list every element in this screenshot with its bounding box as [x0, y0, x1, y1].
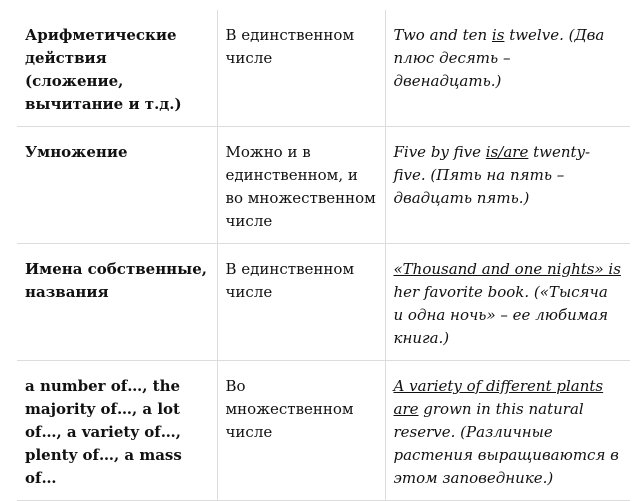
number-cell: Во множественном числе	[217, 361, 385, 501]
example-text-post: twelve. (Два плюс десять – двенадцать.)	[393, 26, 605, 90]
example-underlined: is	[491, 26, 505, 44]
example-text-post: grown in this natural reserve. (Различные растения выращиваются в этом заповеднике.)	[393, 400, 619, 487]
grammar-table	[17, 10, 630, 501]
category-cell: Имена собственные, названия	[17, 244, 217, 361]
category-cell: Умножение	[17, 127, 217, 244]
table-row	[17, 127, 630, 244]
example-text-post: her favorite book. («Тысяча и одна ночь» – ее любимая книга.)	[393, 283, 609, 347]
grammar-table-container	[17, 10, 630, 501]
example-underlined: «Thousand and one nights» is	[393, 260, 621, 278]
example-cell	[385, 10, 630, 127]
number-cell: В единственном числе	[217, 244, 385, 361]
example-text-pre: Two and ten	[393, 26, 492, 44]
number-cell: В единственном числе	[217, 10, 385, 127]
example-underlined: A variety of different plants are	[393, 377, 604, 418]
category-cell: Арифметические действия (сложение, вычитание и т.д.)	[17, 10, 217, 127]
table-row	[17, 10, 630, 127]
example-text-pre: Five by five	[393, 143, 486, 161]
number-cell: Можно и в единственном, и во множественном числе	[217, 127, 385, 244]
example-cell	[385, 127, 630, 244]
category-cell: a number of…, the majority of…, a lot of…, a variety of…, plenty of…, a mass of…	[17, 361, 217, 501]
table-row	[17, 244, 630, 361]
example-underlined: is/are	[485, 143, 529, 161]
example-text-post: twenty-five. (Пять на пять – двадцать пять.)	[393, 143, 591, 207]
example-cell	[385, 244, 630, 361]
